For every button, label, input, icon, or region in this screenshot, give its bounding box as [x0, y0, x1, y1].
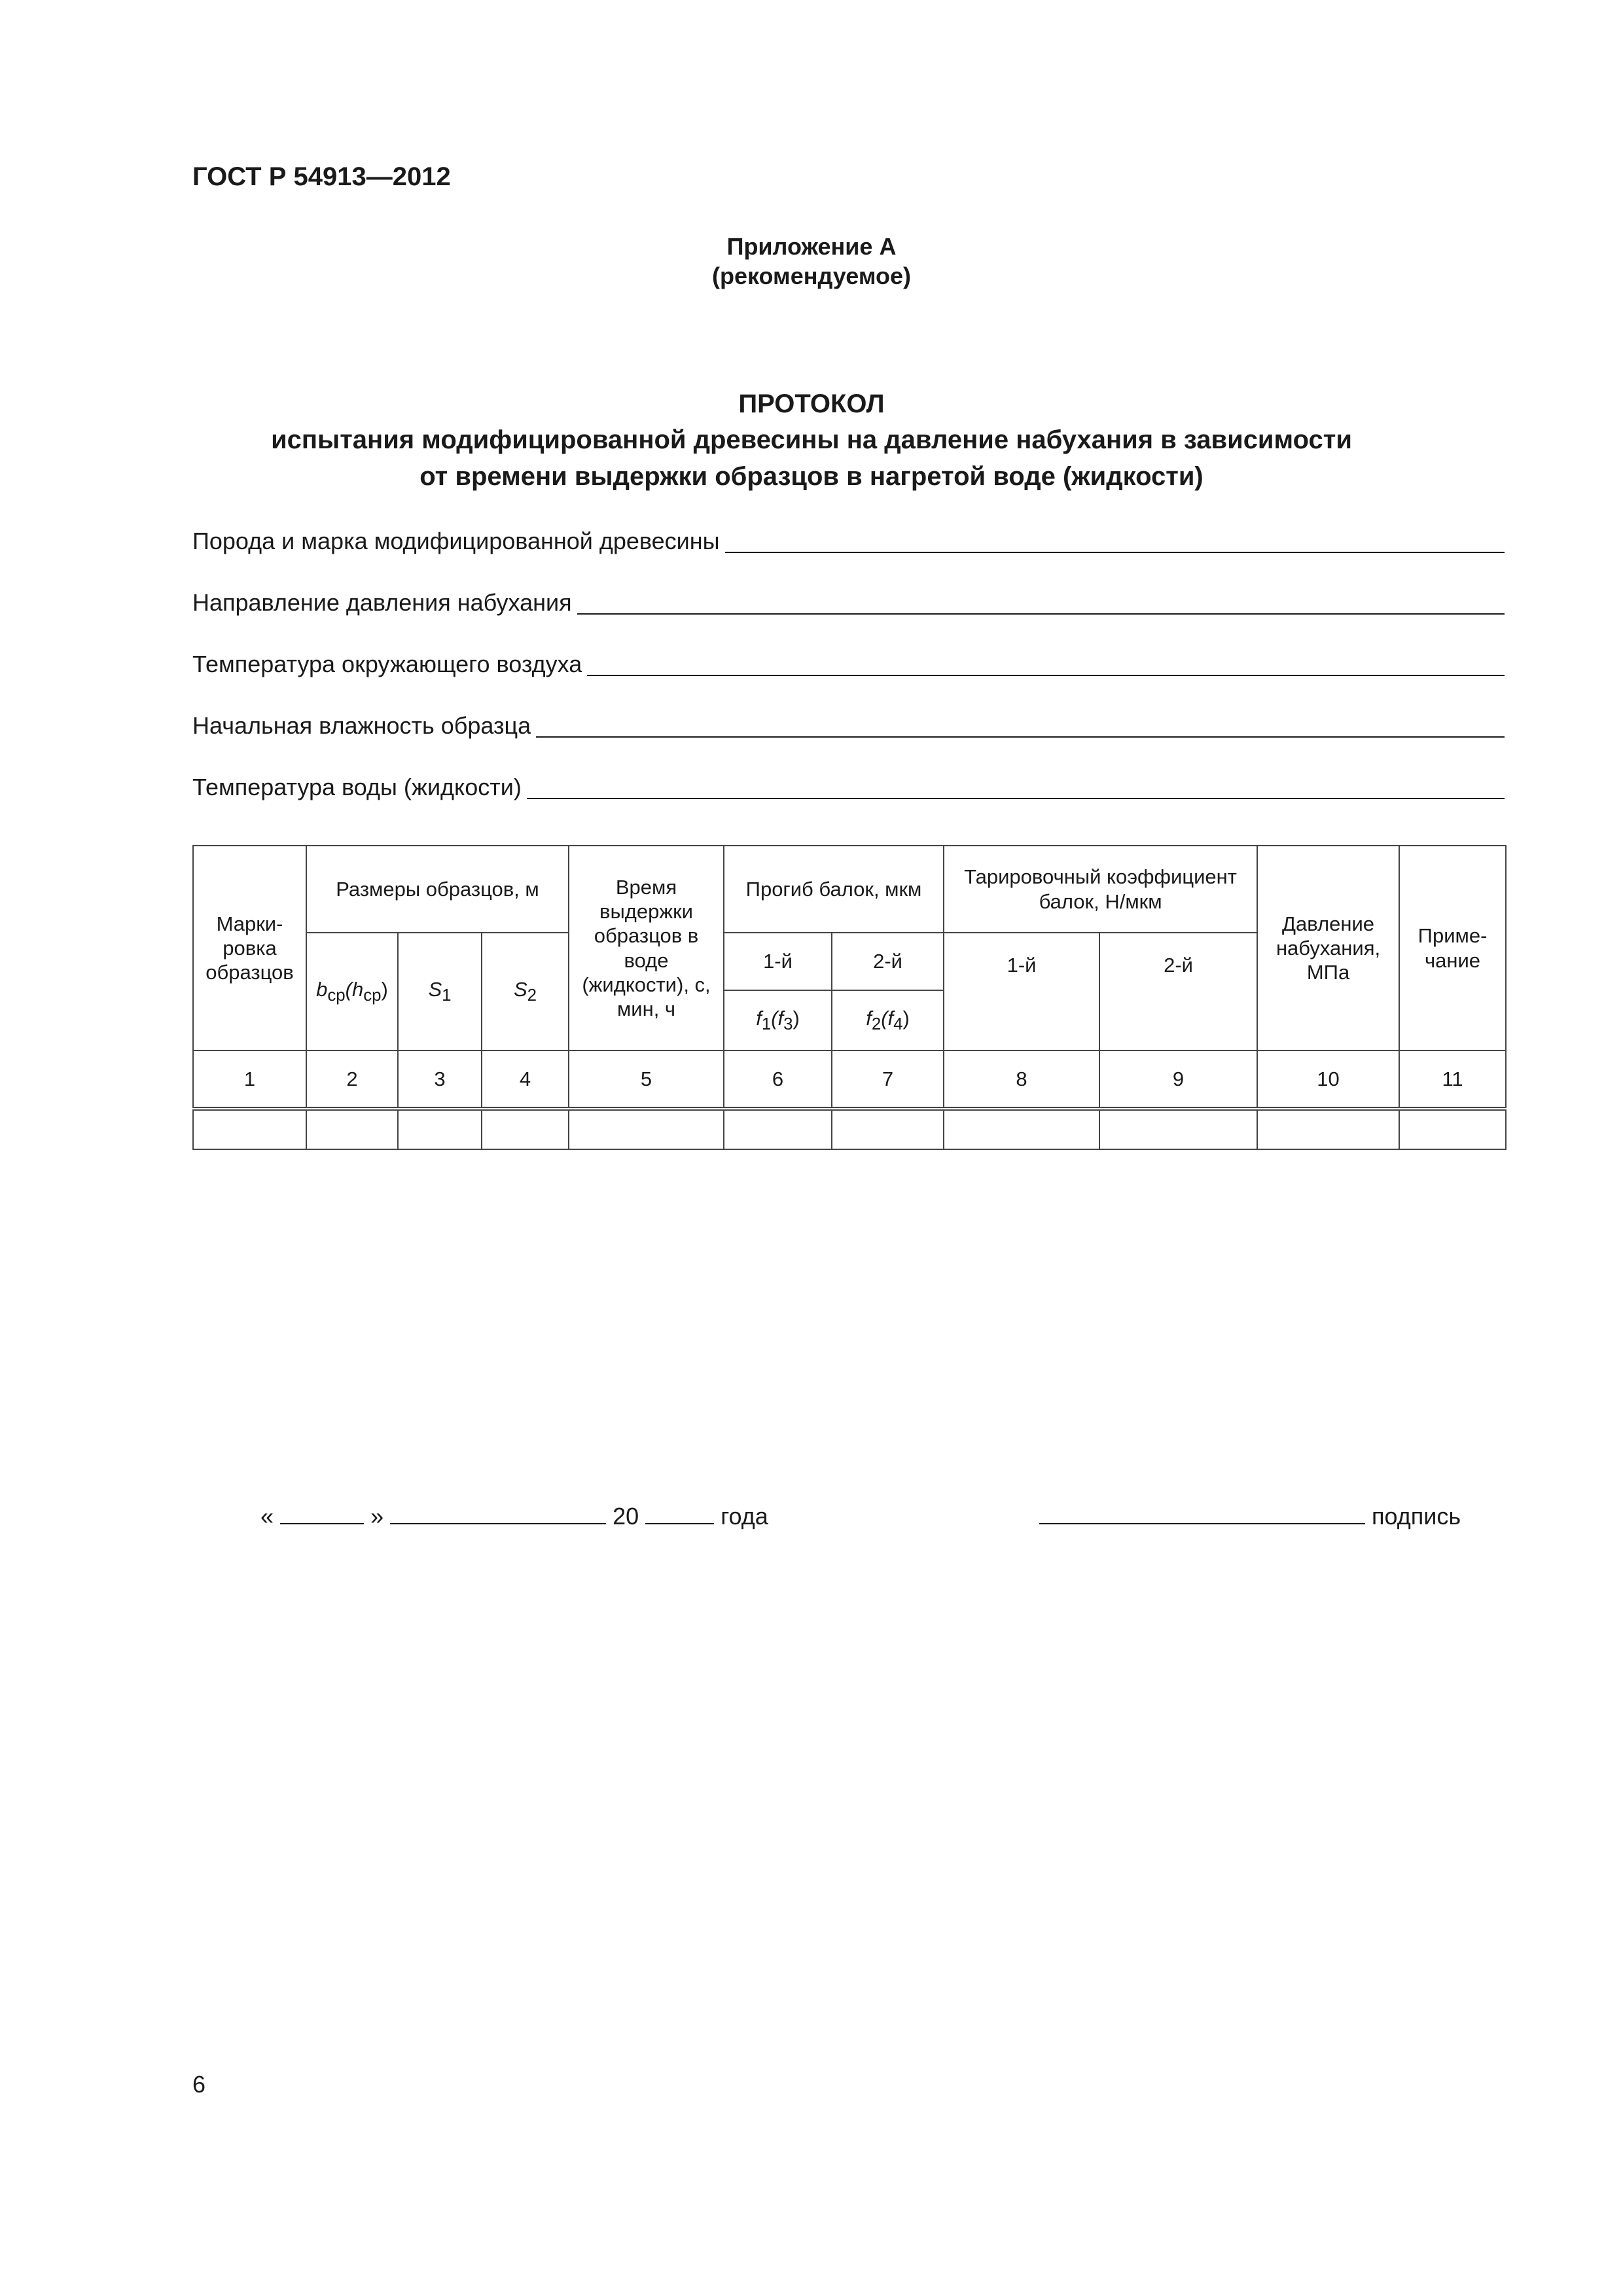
signature-line [1039, 1503, 1461, 1530]
header-deflection: Прогиб балок, мкм [724, 846, 944, 933]
column-number: 2 [306, 1050, 398, 1109]
appendix-title: Приложение А [726, 233, 897, 260]
signature-word: подпись [1372, 1503, 1461, 1530]
header-deflection-second: 2-й [832, 933, 944, 990]
field-air-temperature[interactable] [192, 653, 1505, 676]
field-label: Температура окружающего воздуха [192, 651, 582, 677]
data-cell[interactable] [832, 1109, 944, 1149]
field-label: Начальная влажность образца [192, 712, 531, 739]
field-water-temperature[interactable] [192, 776, 1505, 799]
protocol-subtitle-line2: от времени выдержки образцов в нагретой воде (жидкости) [419, 462, 1204, 491]
column-number: 8 [944, 1050, 1099, 1109]
data-row-empty[interactable] [193, 1109, 1506, 1149]
open-quote: « [260, 1503, 274, 1530]
column-number: 9 [1099, 1050, 1257, 1109]
data-cell[interactable] [944, 1109, 1099, 1149]
close-quote: » [370, 1503, 384, 1530]
fill-line[interactable] [577, 611, 1505, 615]
field-label: Направление давления набухания [192, 589, 572, 616]
month-blank[interactable] [390, 1503, 606, 1524]
fill-line[interactable] [725, 549, 1505, 553]
protocol-subtitle-line1: испытания модифицированной древесины на давление набухания в зависимости [271, 425, 1352, 454]
column-number: 7 [832, 1050, 944, 1109]
field-pressure-direction[interactable] [192, 591, 1505, 615]
data-cell[interactable] [569, 1109, 724, 1149]
column-number: 11 [1399, 1050, 1506, 1109]
header-calib-second: 2-й [1099, 933, 1257, 1050]
year-prefix: 20 [613, 1503, 639, 1530]
appendix-subtitle: (рекомендуемое) [712, 262, 911, 289]
column-number: 4 [482, 1050, 569, 1109]
data-cell[interactable] [1399, 1109, 1506, 1149]
header-f2-f4: $f_2(f_4)$ [832, 990, 944, 1050]
header-time: Время выдержки образцов в воде (жидкости), с, мин, ч [569, 846, 724, 1050]
header-note: Приме-чание [1399, 846, 1506, 1050]
header-calibration: Тарировочный коэффициент балок, Н/мкм [944, 846, 1257, 933]
header-deflection-first: 1-й [724, 933, 832, 990]
page-number: 6 [192, 2071, 206, 2098]
data-cell[interactable] [1257, 1109, 1399, 1149]
data-cell[interactable] [193, 1109, 306, 1149]
field-wood-species[interactable] [192, 529, 1505, 553]
column-number: 5 [569, 1050, 724, 1109]
standard-number: ГОСТ Р 54913—2012 [192, 162, 451, 191]
signature-blank[interactable] [1039, 1503, 1365, 1524]
column-number: 10 [1257, 1050, 1399, 1109]
header-sizes: Размеры образцов, м [306, 846, 569, 933]
data-cell[interactable] [306, 1109, 398, 1149]
header-b-h: $b_{ср}(h_{ср})$ [306, 933, 398, 1050]
field-initial-moisture[interactable] [192, 714, 1505, 738]
column-number: 1 [193, 1050, 306, 1109]
header-calib-first: 1-й [944, 933, 1099, 1050]
data-cell[interactable] [482, 1109, 569, 1149]
day-blank[interactable] [280, 1503, 364, 1524]
header-pressure: Давление набухания, МПа [1257, 846, 1399, 1050]
field-label: Температура воды (жидкости) [192, 774, 522, 800]
header-s1: $S_1$ [398, 933, 482, 1050]
data-cell[interactable] [1099, 1109, 1257, 1149]
column-number: 3 [398, 1050, 482, 1109]
header-f1-f3: $f_1(f_3)$ [724, 990, 832, 1050]
year-word: года [721, 1503, 768, 1530]
protocol-title: ПРОТОКОЛ [738, 389, 885, 418]
year-blank[interactable] [645, 1503, 714, 1524]
protocol-table [192, 845, 1507, 1150]
header-marking: Марки-ровка образцов [193, 846, 306, 1050]
column-number-row [193, 1050, 1506, 1109]
field-label: Порода и марка модифицированной древесины [192, 528, 720, 554]
fill-line[interactable] [536, 734, 1505, 738]
date-line [260, 1503, 768, 1530]
header-s2: $S_2$ [482, 933, 569, 1050]
column-number: 6 [724, 1050, 832, 1109]
fill-line[interactable] [587, 672, 1505, 676]
fill-line[interactable] [527, 795, 1505, 799]
data-cell[interactable] [398, 1109, 482, 1149]
data-cell[interactable] [724, 1109, 832, 1149]
